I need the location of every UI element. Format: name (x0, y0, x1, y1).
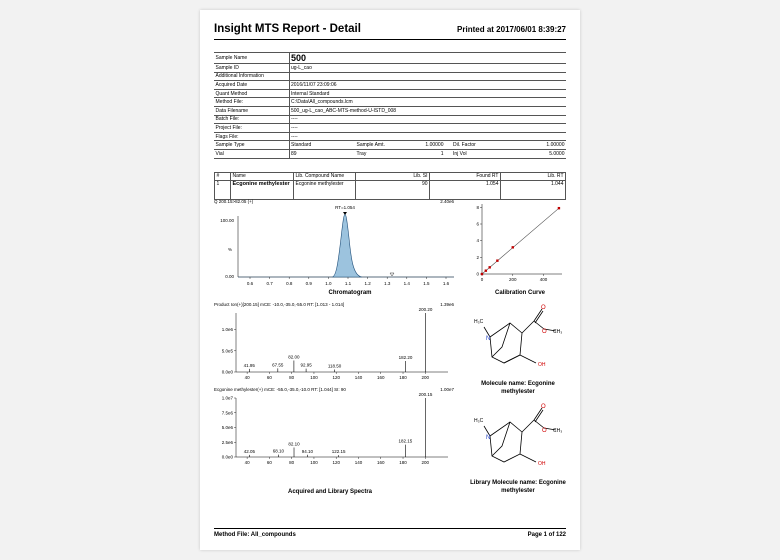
compound-header-name: Name (231, 173, 294, 181)
additional-info-value (289, 72, 566, 81)
chromatogram-x-tick-label: 1.1 (344, 281, 352, 286)
product-ion-spectrum-x-tick-label: 160 (376, 375, 385, 380)
report-title: Insight MTS Report - Detail (214, 23, 361, 35)
data-filename-value: 500_ug-L_cao_ABC-MTS-method-U-ISTD_008 (289, 106, 566, 115)
batch-file-label: Batch File: (214, 115, 289, 124)
atom-o-ester: O (542, 428, 547, 434)
compound-lib-name: Ecgonine methylester (294, 181, 356, 200)
calibration-x-tick-label: 200 (509, 277, 517, 282)
chromatogram-x-tick-label: 1.6 (442, 281, 450, 286)
library-spectrum (214, 386, 454, 469)
chromatogram-y-tick-mid: % (227, 247, 232, 252)
compound-header-index: # (215, 173, 231, 181)
chromatogram-caption: Chromatogram (328, 290, 372, 296)
library-spectrum-y-tick-label: 5.0e6 (221, 425, 233, 430)
library-spectrum-peak-label: 122.15 (331, 449, 346, 455)
atom-ch3: CH₃ (553, 329, 563, 335)
sample-amt-value: 1.00000 (403, 141, 445, 150)
compound-name: Ecgonine methylester (231, 181, 294, 200)
chromatogram-x-tick-label: 0.8 (286, 281, 293, 286)
atom-o-ester: O (542, 329, 547, 335)
product-ion-spectrum-x-tick-label: 100 (310, 375, 318, 380)
acquired-date-label: Acquired Date (214, 81, 289, 90)
sample-name-label: Sample Name (214, 53, 289, 64)
project-file-value: ---- (289, 124, 566, 133)
product-ion-spectrum-peak-label: 67.55 (272, 362, 284, 368)
compound-header-lib-rt: Lib. RT (501, 173, 566, 181)
product-ion-spectrum-title: Product Ion(+)[200.15] mCE: -10.0,-35.0,-55.0 RT: [1.013 - 1.014] (214, 302, 345, 307)
calibration-point (496, 259, 498, 261)
library-spectrum-x-tick-label: 180 (399, 460, 407, 465)
library-spectrum-x-tick-label: 120 (332, 460, 340, 465)
flags-file-label: Flags File: (214, 132, 289, 141)
library-spectrum-header-right: 1.00e7 (440, 387, 454, 392)
library-spectrum-title: Ecgonine methylester(+) mCE: -55.0,-35.0,-10.0 RT: [1.044] SI: 90 (214, 387, 346, 392)
atom-o-carbonyl: O (541, 305, 546, 311)
sample-info-table (214, 52, 566, 159)
product-ion-spectrum-x-tick-label: 140 (354, 375, 363, 380)
chromatogram-y-tick-top: 100.00 (220, 218, 234, 223)
product-ion-spectrum-peak-label: 182.20 (398, 354, 413, 360)
chromatogram-header-right: 2.40e6 (440, 199, 454, 204)
compound-lib-si: 90 (356, 181, 430, 200)
product-ion-spectrum (214, 301, 454, 384)
library-spectrum-x-tick-label: 80 (289, 460, 295, 465)
inj-vol-label: Inj Vol (445, 149, 507, 158)
chromatogram-x-tick-label: 1.0 (325, 281, 332, 286)
sample-id-label: Sample ID (214, 64, 289, 73)
calibration-y-tick-label: 2 (476, 254, 479, 260)
library-spectrum-peak-label: 182.15 (398, 438, 413, 444)
compound-table (214, 172, 566, 200)
product-ion-spectrum-x-tick-label: 80 (289, 375, 295, 380)
library-spectrum-peak-label: 82.10 (288, 441, 300, 447)
footer-page-number: Page 1 of 122 (527, 532, 566, 538)
calibration-x-tick-label: 400 (539, 277, 548, 282)
product-ion-spectrum-x-tick-label: 180 (399, 375, 407, 380)
compound-header-lib-name: Lib. Compound Name (294, 173, 356, 181)
calibration-point (512, 246, 514, 248)
sample-type-value: Standard (289, 141, 355, 150)
product-ion-spectrum-x-tick-label: 200 (421, 375, 430, 380)
calibration-x-tick-label: 0 (480, 277, 484, 282)
chromatogram-x-tick-label: 1.5 (423, 281, 430, 286)
chromatogram-peak-label: RT=1.054 (335, 205, 355, 210)
library-molecule-structure (462, 402, 566, 476)
chromatogram-end-marker (390, 273, 394, 276)
product-ion-spectrum-x-tick-label: 120 (332, 375, 340, 380)
product-ion-spectrum-x-tick-label: 60 (266, 375, 272, 380)
project-file-label: Project File: (214, 124, 289, 133)
data-filename-label: Data Filename (214, 106, 289, 115)
calibration-y-tick-label: 6 (476, 221, 479, 227)
atom-oh: OH (538, 362, 546, 368)
acquired-date-value: 2016/11/07 23:09:06 (289, 81, 566, 90)
spectra-caption: Acquired and Library Spectra (287, 489, 373, 495)
quant-method-value: Internal Standard (289, 89, 566, 98)
calibration-y-tick-label: 8 (476, 204, 479, 210)
compound-index: 1 (215, 181, 231, 200)
chromatogram (214, 198, 454, 298)
printed-timestamp: Printed at 2017/06/01 8:39:27 (457, 25, 566, 34)
dil-factor-value: 1.00000 (507, 141, 566, 150)
product-ion-spectrum-peak-label: 200.20 (418, 307, 433, 312)
library-spectrum-peak-label: 42.05 (243, 448, 256, 454)
library-spectrum-peak-label: 68.10 (272, 448, 285, 454)
molecule-caption: Molecule name: Ecgonine methylester (481, 381, 555, 396)
additional-info-label: Additional Information (214, 72, 289, 81)
library-spectrum-x-tick-label: 200 (421, 460, 430, 465)
chromatogram-x-tick-label: 0.6 (246, 281, 254, 286)
quant-method-label: Quant Method (214, 89, 289, 98)
chromatogram-peak-marker (343, 212, 347, 215)
atom-h3c: H₃C (474, 319, 484, 325)
report-header (214, 22, 566, 40)
chromatogram-x-tick-label: 1.4 (403, 281, 410, 286)
vial-label: Vial (214, 149, 289, 158)
calibration-point (488, 266, 490, 268)
chromatogram-y-tick-bottom: 0.00 (225, 274, 234, 279)
flags-file-value: ---- (289, 132, 566, 141)
library-molecule-caption: Library Molecule name: Ecgonine methylester (470, 480, 566, 495)
atom-oh: OH (538, 461, 546, 467)
tray-label: Tray (355, 149, 403, 158)
product-ion-spectrum-y-tick-label: 1.0e6 (221, 327, 233, 333)
product-ion-spectrum-peak-label: 41.95 (243, 362, 255, 368)
product-ion-spectrum-x-tick-label: 40 (244, 375, 250, 380)
table-row (215, 181, 566, 200)
inj-vol-value: 5.0000 (507, 149, 566, 158)
library-spectrum-x-tick-label: 100 (310, 460, 318, 465)
chromatogram-x-tick-label: 1.3 (384, 281, 391, 286)
chromatogram-x-tick-label: 0.7 (266, 281, 273, 286)
chromatogram-x-tick-label: 0.9 (305, 281, 312, 286)
sample-name-value: 500 (289, 53, 566, 64)
library-spectrum-peak-label: 200.15 (418, 392, 433, 397)
compound-found-rt: 1.054 (430, 181, 501, 200)
sample-id-value: ug-L_cao (289, 64, 566, 73)
library-spectrum-y-tick-label: 7.5e6 (221, 410, 233, 416)
sample-amt-label: Sample Amt. (355, 141, 403, 150)
atom-n: N (486, 336, 491, 342)
atom-n: N (486, 435, 491, 441)
library-spectrum-x-tick-label: 160 (376, 460, 385, 465)
footer-method-file: Method File: All_compounds (214, 532, 296, 538)
calibration-curve (470, 198, 566, 283)
vial-value: 89 (289, 149, 355, 158)
library-spectrum-y-tick-label: 0.0e0 (221, 454, 233, 460)
batch-file-value: ---- (289, 115, 566, 124)
calibration-point (558, 207, 560, 209)
report-page (200, 10, 580, 550)
calibration-point (485, 269, 487, 271)
compound-lib-rt: 1.044 (501, 181, 566, 200)
dil-factor-label: Dil. Factor (445, 141, 507, 150)
product-ion-spectrum-y-tick-label: 0.0e0 (221, 369, 233, 375)
compound-header-found-rt: Found RT (430, 173, 501, 181)
product-ion-spectrum-peak-label: 82.00 (288, 354, 300, 360)
tray-value: 1 (403, 149, 445, 158)
calibration-y-tick-label: 4 (476, 238, 479, 244)
product-ion-spectrum-header-right: 1.39e6 (440, 302, 454, 307)
atom-h3c: H₃C (474, 418, 484, 424)
atom-o-carbonyl: O (541, 404, 546, 410)
method-file-value: C:\Data\All_compounds.lcm (289, 98, 566, 107)
product-ion-spectrum-y-tick-label: 5.0e5 (221, 348, 233, 354)
method-file-label: Method File: (214, 98, 289, 107)
compound-header-lib-si: Lib. SI (356, 173, 430, 181)
sample-type-label: Sample Type (214, 141, 289, 150)
library-spectrum-x-tick-label: 60 (266, 460, 272, 465)
chromatogram-x-tick-label: 1.2 (364, 281, 371, 286)
calibration-caption: Calibration Curve (494, 290, 545, 296)
library-spectrum-y-tick-label: 1.0e7 (221, 395, 233, 401)
product-ion-spectrum-peak-label: 118.50 (327, 363, 342, 369)
molecule-structure (462, 303, 566, 377)
calibration-point (481, 273, 483, 275)
chromatogram-peak (332, 214, 362, 277)
calibration-y-tick-label: 0 (476, 271, 479, 277)
library-spectrum-peak-label: 94.10 (301, 448, 314, 454)
report-footer (214, 528, 566, 538)
calibration-fit-line (482, 208, 559, 274)
library-spectrum-x-tick-label: 140 (354, 460, 363, 465)
library-spectrum-y-tick-label: 2.5e6 (221, 439, 233, 445)
chromatogram-header-left: Q 200.15>82.05 (+) (214, 199, 254, 204)
atom-ch3: CH₃ (553, 428, 563, 434)
library-spectrum-x-tick-label: 40 (244, 460, 250, 465)
product-ion-spectrum-peak-label: 92.95 (300, 362, 312, 368)
